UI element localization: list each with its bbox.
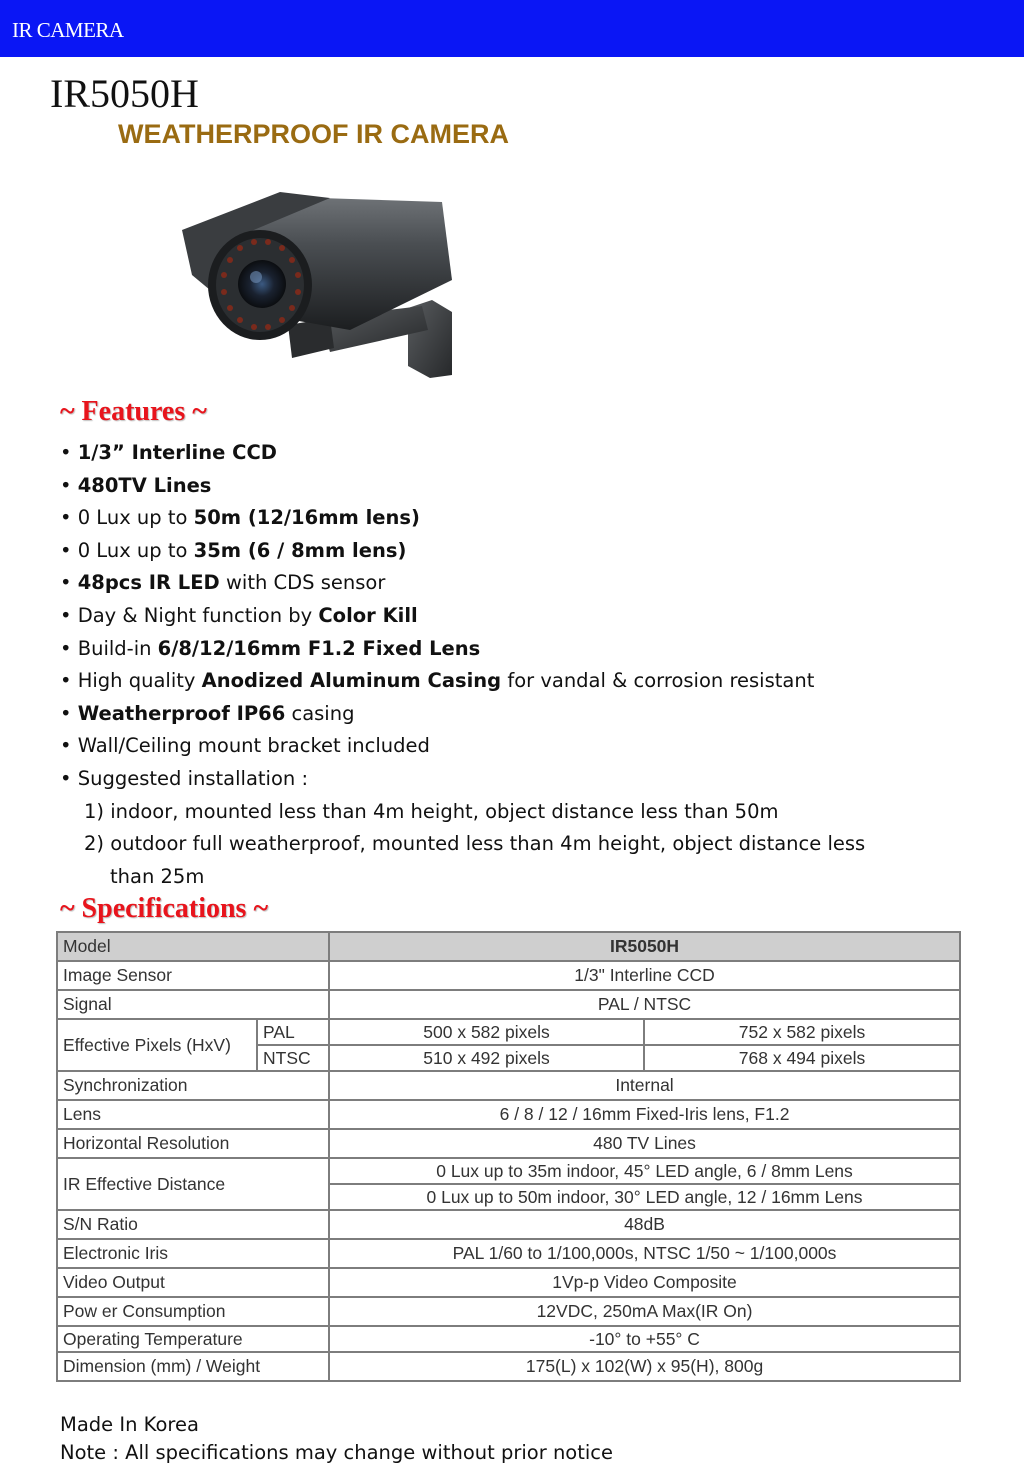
spec-label: Operating Temperature [57, 1326, 329, 1352]
spec-label: Image Sensor [57, 961, 329, 990]
spec-value: PAL 1/60 to 1/100,000s, NTSC 1/50 ~ 1/100,000s [329, 1239, 960, 1268]
table-row [57, 1268, 960, 1297]
spec-value: 1Vp-p Video Composite [329, 1268, 960, 1297]
spec-label: Pow er Consumption [57, 1297, 329, 1326]
spec-value: 6 / 8 / 12 / 16mm Fixed-Iris lens, F1.2 [329, 1100, 960, 1129]
feature-item: • Day & Night function by Color Kill [60, 603, 418, 627]
installation-item: 1) indoor, mounted less than 4m height, object distance less than 50m [84, 799, 779, 823]
table-row [57, 961, 960, 990]
table-row [57, 1100, 960, 1129]
table-row [57, 1239, 960, 1268]
feature-item: • Suggested installation : [60, 766, 309, 790]
installation-item-continued: than 25m [110, 864, 205, 888]
table-row [57, 932, 960, 961]
spec-label: Lens [57, 1100, 329, 1129]
feature-item: • 0 Lux up to 35m (6 / 8mm lens) [60, 538, 407, 562]
spec-value: -10° to +55° C [329, 1326, 960, 1352]
spec-value: 768 x 494 pixels [644, 1045, 960, 1071]
model-title: IR5050H [50, 71, 199, 116]
spec-value: 500 x 582 pixels [329, 1019, 644, 1045]
table-row [57, 990, 960, 1019]
table-row [57, 1326, 960, 1352]
spec-label: Model [57, 932, 329, 961]
section-header-bar [0, 0, 1024, 57]
spec-sublabel: NTSC [257, 1045, 329, 1071]
specifications-heading: ~ Specifications ~ [60, 893, 269, 924]
spec-value: 175(L) x 102(W) x 95(H), 800g [329, 1352, 960, 1381]
spec-value: 48dB [329, 1210, 960, 1239]
feature-item: • Weatherproof IP66 casing [60, 701, 355, 725]
spec-value: 752 x 582 pixels [644, 1019, 960, 1045]
table-row [57, 1071, 960, 1100]
spec-value: 12VDC, 250mA Max(IR On) [329, 1297, 960, 1326]
installation-item: 2) outdoor full weatherproof, mounted less than 4m height, object distance less [84, 832, 866, 856]
made-in-text: Made In Korea [60, 1413, 199, 1436]
spec-sublabel: PAL [257, 1019, 329, 1045]
section-label: IR CAMERA [12, 18, 124, 42]
table-row [57, 1019, 960, 1045]
table-row [57, 1129, 960, 1158]
table-row [57, 1352, 960, 1381]
spec-label: Video Output [57, 1268, 329, 1297]
spec-label: Electronic Iris [57, 1239, 329, 1268]
spec-value: 1/3" Interline CCD [329, 961, 960, 990]
spec-value: PAL / NTSC [329, 990, 960, 1019]
spec-value: 510 x 492 pixels [329, 1045, 644, 1071]
feature-item: • 480TV Lines [60, 473, 212, 497]
spec-value: 0 Lux up to 50m indoor, 30° LED angle, 12 / 16mm Lens [329, 1184, 960, 1210]
feature-item: • 1/3” Interline CCD [60, 441, 277, 464]
spec-label: Effective Pixels (HxV) [57, 1019, 257, 1071]
spec-value: IR5050H [329, 932, 960, 961]
spec-label: IR Effective Distance [57, 1158, 329, 1210]
feature-item: • Wall/Ceiling mount bracket included [60, 734, 430, 758]
spec-value: 0 Lux up to 35m indoor, 45° LED angle, 6 / 8mm Lens [329, 1158, 960, 1184]
features-heading: ~ Features ~ [60, 396, 207, 427]
spec-value: 480 TV Lines [329, 1129, 960, 1158]
product-subtitle: WEATHERPROOF IR CAMERA [118, 119, 509, 149]
specifications-table [56, 931, 961, 1382]
spec-label: Signal [57, 990, 329, 1019]
spec-label: Synchronization [57, 1071, 329, 1100]
table-row [57, 1297, 960, 1326]
spec-label: Horizontal Resolution [57, 1129, 329, 1158]
spec-label: S/N Ratio [57, 1210, 329, 1239]
features-list [60, 437, 865, 893]
spec-value: Internal [329, 1071, 960, 1100]
disclaimer-note: Note : All specifications may change without prior notice [60, 1441, 614, 1464]
feature-item: • 48pcs IR LED with CDS sensor [60, 571, 386, 595]
spec-label: Dimension (mm) / Weight [57, 1352, 329, 1381]
table-row [57, 1210, 960, 1239]
feature-item: • Build-in 6/8/12/16mm F1.2 Fixed Lens [60, 636, 481, 660]
feature-item: • 0 Lux up to 50m (12/16mm lens) [60, 506, 420, 530]
feature-item: • High quality Anodized Aluminum Casing for vandal & corrosion resistant [60, 669, 815, 693]
table-row [57, 1158, 960, 1184]
bullet-camera-with-bracket-icon [170, 180, 470, 380]
